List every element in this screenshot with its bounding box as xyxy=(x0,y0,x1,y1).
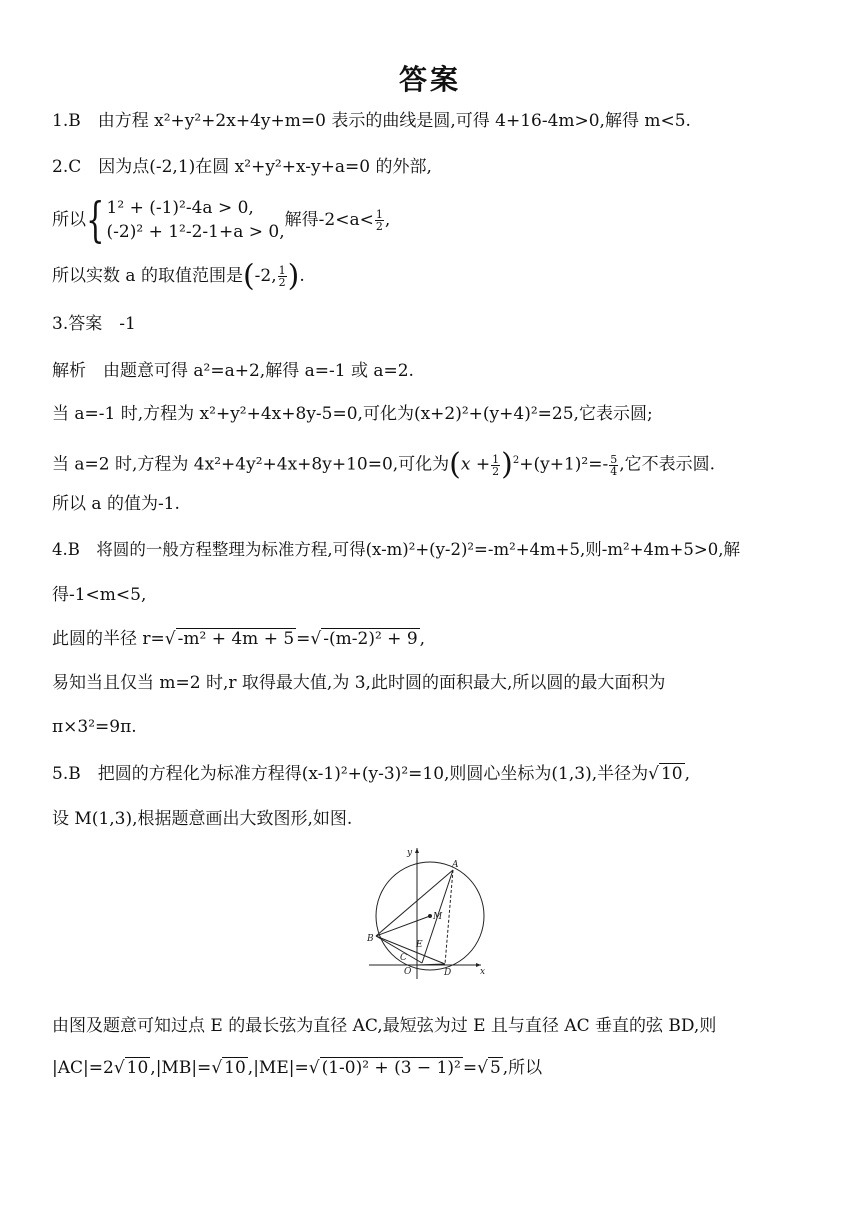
answer-line-9: 所以 a 的值为-1. xyxy=(52,494,180,514)
line3-solve: 解得-2<a< xyxy=(284,210,374,230)
line4-prefix: 所以实数 a 的取值范围是 xyxy=(52,266,243,286)
answer-line-4 xyxy=(52,258,305,294)
line8-x: x + xyxy=(460,454,491,475)
sqrt-ten-b: √ 10 xyxy=(211,1058,246,1078)
answer-line-11: 得-1<m<5, xyxy=(52,585,147,605)
line18-ac: |AC|=2 xyxy=(52,1058,114,1078)
inequality-2: (-2)² + 1²-2-1+a > 0, xyxy=(106,222,285,242)
answer-line-7: 当 a=-1 时,方程为 x²+y²+4x+8y-5=0,可化为(x+2)²+(y+4)²=25,它表示圆; xyxy=(52,404,653,424)
label-d: D xyxy=(444,968,452,978)
line12-end: , xyxy=(419,629,426,649)
answer-line-13: 易知当且仅当 m=2 时,r 取得最大值,为 3,此时圆的面积最大,所以圆的最大面积为 xyxy=(52,673,666,693)
sqrt-distance: √ (1-0)² + (3 − 1)² xyxy=(308,1058,461,1078)
answer-line-3 xyxy=(52,192,391,248)
line3-prefix: 所以 xyxy=(52,210,86,230)
equals: = xyxy=(296,629,311,649)
radicand-2: -(m-2)² + 9 xyxy=(323,629,418,649)
left-brace: { xyxy=(86,192,105,248)
sqrt-ten: √ 10 xyxy=(648,764,683,784)
label-x: x xyxy=(480,967,486,977)
answer-line-12 xyxy=(52,627,425,651)
sqrt-expression-2: √ -(m-2)² + 9 xyxy=(310,629,418,649)
label-e: E xyxy=(416,940,423,950)
frac-num: 5 xyxy=(610,452,618,466)
open-paren: ( xyxy=(449,447,461,483)
line8-prefix: 当 a=2 时,方程为 4x²+4y²+4x+8y+10=0,可化为 xyxy=(52,454,450,475)
radicand: 10 xyxy=(126,1058,149,1078)
label-c: C xyxy=(400,953,407,963)
label-o: O xyxy=(404,967,412,977)
close-paren: ) xyxy=(287,258,300,294)
radicand: 10 xyxy=(224,1058,246,1078)
fraction-half xyxy=(278,265,287,288)
circle-diagram xyxy=(365,843,490,981)
line18-me: ,|ME|= xyxy=(247,1058,309,1078)
label-a: A xyxy=(452,860,459,870)
line18-end: ,所以 xyxy=(502,1058,543,1078)
frac-den: 2 xyxy=(492,464,500,478)
line18-mb: ,|MB|= xyxy=(150,1058,212,1078)
y-axis-arrow xyxy=(415,848,419,853)
segment-ad xyxy=(445,870,453,964)
line15-end: , xyxy=(684,764,691,784)
line15-prefix: 5.B 把圆的方程化为标准方程得(x-1)²+(y-3)²=10,则圆心坐标为(1,3),半径为 xyxy=(52,764,649,784)
line8-end: ,它不表示圆. xyxy=(619,454,716,475)
label-b: B xyxy=(367,934,374,944)
range-lower: -2, xyxy=(254,266,277,286)
segment-mb xyxy=(376,916,430,936)
frac-num: 1 xyxy=(278,264,286,277)
inequality-1: 1² + (-1)²-4a > 0, xyxy=(106,198,254,218)
open-paren: ( xyxy=(242,258,255,294)
chord-ab xyxy=(376,870,453,936)
answer-line-8 xyxy=(52,447,716,483)
radicand: 10 xyxy=(660,764,683,784)
radicand: (1-0)² + (3 − 1)² xyxy=(321,1058,461,1078)
inequality-system xyxy=(107,196,285,244)
answer-line-18 xyxy=(52,1056,542,1080)
center-point xyxy=(428,914,432,918)
point-labels xyxy=(366,848,485,978)
chord-bd xyxy=(376,936,445,964)
answer-line-2: 2.C 因为点(-2,1)在圆 x²+y²+x-y+a=0 的外部, xyxy=(52,157,432,177)
answer-line-10: 4.B 将圆的一般方程整理为标准方程,可得(x-m)²+(y-2)²=-m²+4m+5,则-m²+4m+5>0,解 xyxy=(52,540,740,559)
square-sup: 2 xyxy=(512,455,520,466)
sqrt-ten-a: √ 10 xyxy=(113,1058,149,1078)
frac-den: 2 xyxy=(278,276,286,289)
line12-prefix: 此圆的半径 r= xyxy=(52,629,165,649)
label-m: M xyxy=(433,912,443,922)
answer-line-1: 1.B 由方程 x²+y²+2x+4y+m=0 表示的曲线是圆,可得 4+16-4m>0,解得 m<5. xyxy=(52,111,691,131)
answer-line-14: π×3²=9π. xyxy=(52,717,137,737)
answer-line-6: 解析 由题意可得 a²=a+2,解得 a=-1 或 a=2. xyxy=(52,361,414,381)
equals: = xyxy=(462,1058,478,1078)
page-title: 答案 xyxy=(398,63,461,96)
fraction-five-quarters xyxy=(609,454,618,477)
fraction-half xyxy=(375,209,384,232)
line8-mid: +(y+1)²=- xyxy=(519,454,609,475)
frac-den: 2 xyxy=(375,219,383,233)
radicand: 5 xyxy=(489,1058,501,1078)
line3-end: , xyxy=(384,210,391,230)
close-paren: ) xyxy=(501,447,513,483)
frac-num: 1 xyxy=(492,452,500,466)
radicand-1: -m² + 4m + 5 xyxy=(177,629,295,649)
answer-line-16: 设 M(1,3),根据题意画出大致图形,如图. xyxy=(52,809,353,829)
frac-num: 1 xyxy=(375,207,383,221)
fraction-half xyxy=(491,454,500,477)
answer-line-15 xyxy=(52,762,690,786)
sqrt-expression-1: √ -m² + 4m + 5 xyxy=(164,629,295,649)
answer-line-5: 3.答案 -1 xyxy=(52,314,136,334)
sqrt-five: √ 5 xyxy=(477,1058,501,1078)
line4-end: . xyxy=(299,266,305,286)
answer-line-17: 由图及题意可知过点 E 的最长弦为直径 AC,最短弦为过 E 且与直径 AC 垂直的弦 BD,则 xyxy=(52,1016,717,1036)
frac-den: 4 xyxy=(610,464,618,478)
label-y: y xyxy=(407,848,413,858)
